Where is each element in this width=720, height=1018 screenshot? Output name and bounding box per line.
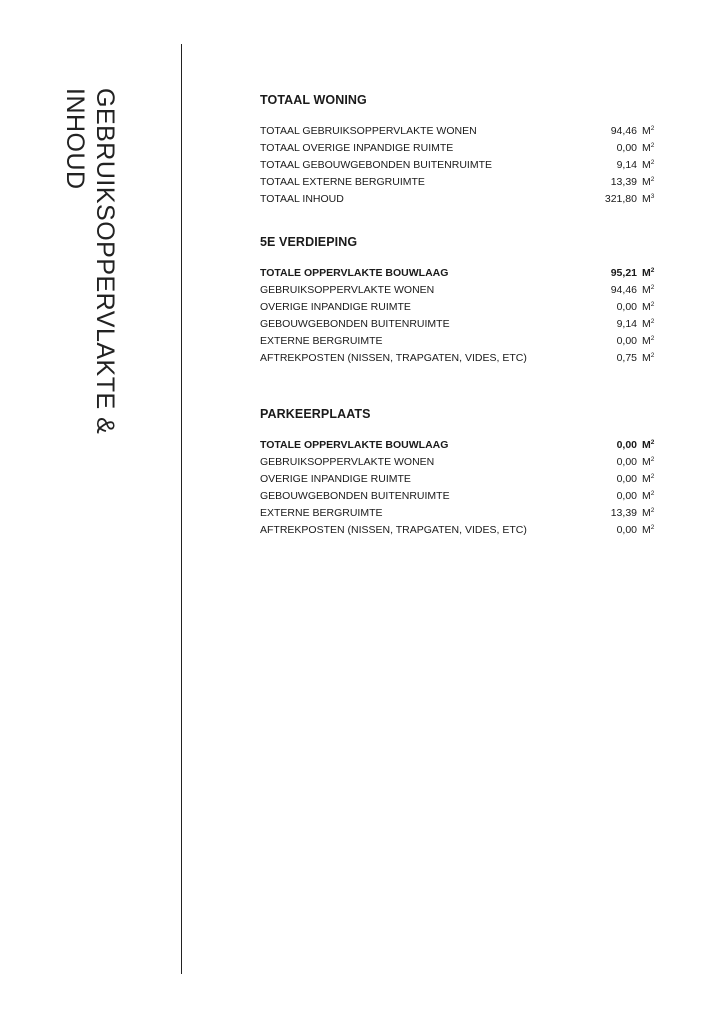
- unit-exponent: 2: [650, 507, 655, 514]
- unit-exponent: 2: [650, 301, 655, 308]
- row-value: 95,21: [610, 267, 637, 279]
- row-label: TOTAAL OVERIGE INPANDIGE RUIMTE: [260, 142, 454, 154]
- row-label: OVERIGE INPANDIGE RUIMTE: [260, 301, 411, 313]
- row-label: GEBOUWGEBONDEN BUITENRUIMTE: [260, 318, 450, 330]
- row-unit: [637, 265, 660, 282]
- table-row: [260, 123, 660, 140]
- row-label: GEBRUIKSOPPERVLAKTE WONEN: [260, 456, 435, 468]
- section-title: 5E VERDIEPING: [260, 235, 358, 249]
- row-value: 9,14: [616, 318, 637, 330]
- unit-base: M: [642, 284, 651, 296]
- row-label: TOTAAL EXTERNE BERGRUIMTE: [260, 176, 425, 188]
- row-unit: [637, 471, 660, 488]
- unit-base: M: [642, 456, 651, 468]
- row-unit: [637, 157, 660, 174]
- unit-exponent: 2: [650, 473, 655, 480]
- unit-exponent: 2: [650, 456, 655, 463]
- section-rows: [260, 265, 660, 367]
- row-label: TOTAAL GEBOUWGEBONDEN BUITENRUIMTE: [260, 159, 492, 171]
- row-value: 9,14: [616, 159, 637, 171]
- row-unit: [637, 316, 660, 333]
- vertical-divider: [181, 44, 182, 974]
- row-value: 0,00: [616, 142, 637, 154]
- row-value: 0,75: [616, 352, 637, 364]
- row-unit: [637, 174, 660, 191]
- unit-base: M: [642, 159, 651, 171]
- section-rows: [260, 437, 660, 539]
- row-value: 0,00: [616, 301, 637, 313]
- unit-exponent: 2: [650, 159, 655, 166]
- row-unit: [637, 454, 660, 471]
- row-value: 13,39: [610, 176, 637, 188]
- unit-exponent: 2: [650, 318, 655, 325]
- table-row: [260, 299, 660, 316]
- side-title-line-1: GEBRUIKSOPPERVLAKTE &: [91, 88, 119, 435]
- table-row: [260, 350, 660, 367]
- side-title-line-2: INHOUD: [61, 88, 89, 190]
- unit-base: M: [642, 490, 651, 502]
- row-value: 0,00: [616, 456, 637, 468]
- total-row: [260, 437, 660, 454]
- table-row: [260, 454, 660, 471]
- unit-base: M: [642, 318, 651, 330]
- unit-base: M: [642, 473, 651, 485]
- row-value: 13,39: [610, 507, 637, 519]
- row-label: OVERIGE INPANDIGE RUIMTE: [260, 473, 411, 485]
- row-unit: [637, 437, 660, 454]
- row-label: TOTAAL INHOUD: [260, 193, 344, 205]
- unit-base: M: [642, 142, 651, 154]
- table-row: [260, 333, 660, 350]
- unit-base: M: [642, 439, 651, 451]
- row-value: 0,00: [616, 524, 637, 536]
- row-label: TOTAAL GEBRUIKSOPPERVLAKTE WONEN: [260, 125, 477, 137]
- unit-exponent: 2: [650, 267, 655, 274]
- section-title: TOTAAL WONING: [260, 93, 367, 107]
- row-unit: [637, 350, 660, 367]
- section-parkeerplaats: [260, 406, 660, 539]
- unit-exponent: 2: [650, 142, 655, 149]
- table-row: [260, 488, 660, 505]
- unit-base: M: [642, 176, 651, 188]
- unit-exponent: 2: [650, 284, 655, 291]
- row-value: 0,00: [616, 335, 637, 347]
- row-label: EXTERNE BERGRUIMTE: [260, 507, 383, 519]
- unit-base: M: [642, 125, 651, 137]
- table-row: [260, 471, 660, 488]
- unit-base: M: [642, 507, 651, 519]
- unit-base: M: [642, 301, 651, 313]
- row-value: 0,00: [616, 439, 637, 451]
- row-unit: [637, 123, 660, 140]
- unit-exponent: 2: [650, 125, 655, 132]
- unit-base: M: [642, 193, 651, 205]
- unit-exponent: 2: [650, 335, 655, 342]
- unit-base: M: [642, 267, 651, 279]
- unit-exponent: 2: [650, 439, 655, 446]
- unit-base: M: [642, 524, 651, 536]
- row-value: 321,80: [604, 193, 637, 205]
- row-value: 94,46: [610, 284, 637, 296]
- section-totaal-woning: [260, 92, 660, 208]
- table-row: [260, 157, 660, 174]
- row-unit: [637, 333, 660, 350]
- unit-exponent: 2: [650, 490, 655, 497]
- unit-exponent: 2: [650, 352, 655, 359]
- row-label: TOTALE OPPERVLAKTE BOUWLAAG: [260, 439, 449, 451]
- row-label: AFTREKPOSTEN (NISSEN, TRAPGATEN, VIDES, ETC): [260, 524, 527, 536]
- row-unit: [637, 505, 660, 522]
- row-value: 94,46: [610, 125, 637, 137]
- unit-base: M: [642, 352, 651, 364]
- row-value: 0,00: [616, 473, 637, 485]
- side-title: [56, 88, 120, 435]
- unit-exponent: 2: [650, 176, 655, 183]
- row-label: GEBRUIKSOPPERVLAKTE WONEN: [260, 284, 435, 296]
- table-row: [260, 522, 660, 539]
- table-row: [260, 316, 660, 333]
- row-label: AFTREKPOSTEN (NISSEN, TRAPGATEN, VIDES, ETC): [260, 352, 527, 364]
- unit-exponent: 3: [650, 193, 655, 200]
- row-value: 0,00: [616, 490, 637, 502]
- table-row: [260, 140, 660, 157]
- unit-exponent: 2: [650, 524, 655, 531]
- row-label: EXTERNE BERGRUIMTE: [260, 335, 383, 347]
- section-5e-verdieping: [260, 234, 660, 367]
- table-row: [260, 191, 660, 208]
- total-row: [260, 265, 660, 282]
- row-unit: [637, 522, 660, 539]
- row-label: GEBOUWGEBONDEN BUITENRUIMTE: [260, 490, 450, 502]
- table-row: [260, 282, 660, 299]
- row-unit: [637, 140, 660, 157]
- row-unit: [637, 191, 660, 208]
- row-unit: [637, 488, 660, 505]
- section-rows: [260, 123, 660, 208]
- row-unit: [637, 299, 660, 316]
- table-row: [260, 505, 660, 522]
- table-row: [260, 174, 660, 191]
- section-title: PARKEERPLAATS: [260, 407, 371, 421]
- row-unit: [637, 282, 660, 299]
- unit-base: M: [642, 335, 651, 347]
- row-label: TOTALE OPPERVLAKTE BOUWLAAG: [260, 267, 449, 279]
